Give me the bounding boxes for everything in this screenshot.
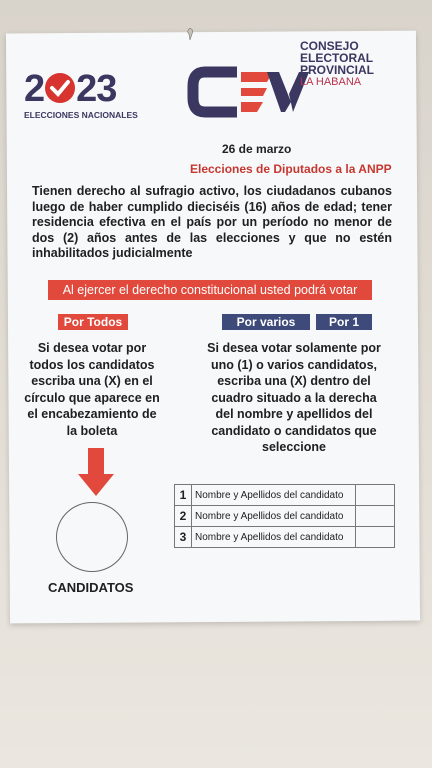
candidate-name: Nombre y Apellidos del candidato xyxy=(192,485,356,506)
table-row xyxy=(175,485,395,506)
election-title: Elecciones de Diputados a la ANPP xyxy=(190,162,392,176)
checkmark-icon xyxy=(45,73,75,103)
cen-line-1: CONSEJO xyxy=(300,39,359,53)
voting-banner: Al ejercer el derecho constitucional usted podrá votar xyxy=(48,280,372,300)
candidates-table xyxy=(174,484,395,548)
option-por-todos: Por Todos xyxy=(58,314,128,330)
candidate-number: 3 xyxy=(175,527,192,548)
candidatos-label: CANDIDATOS xyxy=(48,580,134,595)
vote-all-circle[interactable] xyxy=(56,502,128,572)
cen-line-4: LA HABANA xyxy=(300,76,362,88)
arrow-down-icon xyxy=(76,448,116,498)
option-por-varios: Por varios xyxy=(222,314,310,330)
elections-2023-logo xyxy=(24,70,138,120)
candidate-number: 1 xyxy=(175,485,192,506)
candidate-name: Nombre y Apellidos del candidato xyxy=(192,506,356,527)
logo-caption: ELECCIONES NACIONALES xyxy=(24,110,138,120)
logo-year-prefix: 2 xyxy=(24,68,45,110)
cen-line-2: ELECTORAL xyxy=(300,51,374,65)
candidate-vote-box[interactable] xyxy=(356,506,395,527)
table-row xyxy=(175,506,395,527)
vote-selective-instruction: Si desea votar solamente por uno (1) o varios candidatos, escriba una (X) dentro del cuadro situado a la derecha del nombre y apellidos del candidato o candidatos que seleccione xyxy=(207,341,381,454)
table-row xyxy=(175,527,395,548)
pushpin-icon xyxy=(185,28,195,40)
logo-year-suffix: 23 xyxy=(76,68,117,110)
election-date: 26 de marzo xyxy=(222,142,292,156)
candidate-vote-box[interactable] xyxy=(356,527,395,548)
cen-line-3: PROVINCIAL xyxy=(300,63,375,77)
option-por-uno: Por 1 xyxy=(316,314,372,330)
eligibility-paragraph: Tienen derecho al sufragio activo, los ciudadanos cubanos luego de haber cumplido dieciséis (16) años de edad; tener residencia efectiva en el país por un período no menor de dos (2) años antes de las elecciones y que no estén inhabilitados judicialmente xyxy=(32,184,392,260)
vote-all-instruction: Si desea votar por todos los candidatos escriba una (X) en el círculo que aparece en el encabezamiento de la boleta xyxy=(24,341,160,438)
candidate-vote-box[interactable] xyxy=(356,485,395,506)
candidate-name: Nombre y Apellidos del candidato xyxy=(192,527,356,548)
cen-name xyxy=(300,40,374,88)
candidate-number: 2 xyxy=(175,506,192,527)
